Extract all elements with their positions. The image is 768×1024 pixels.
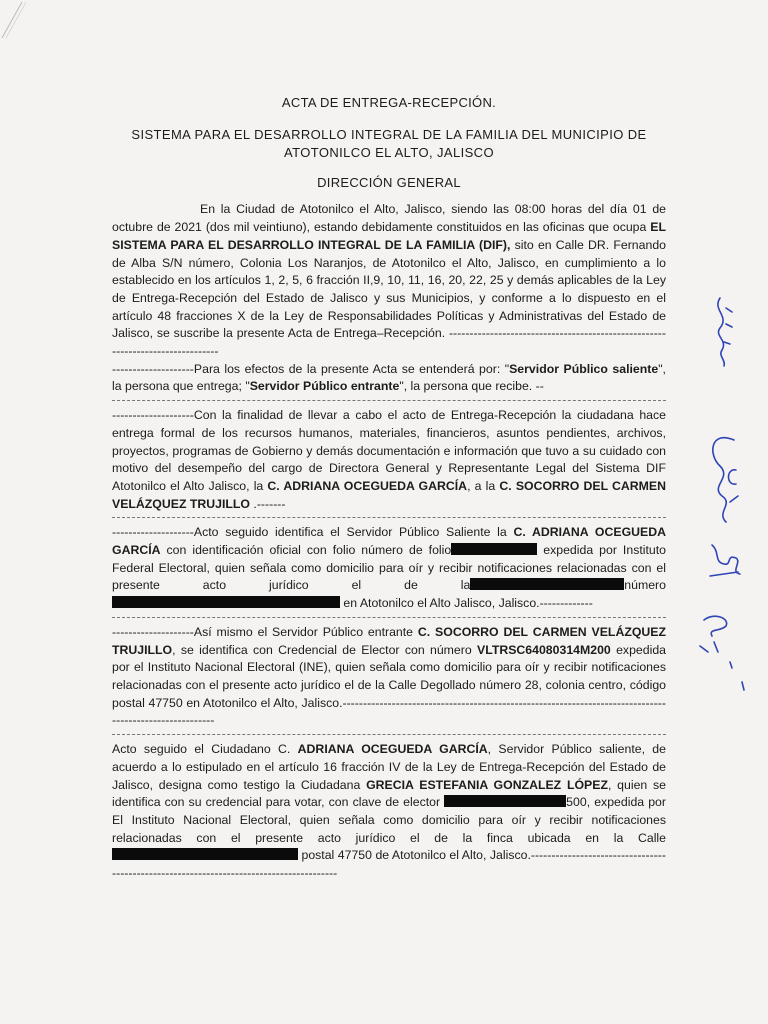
institution-name: SISTEMA PARA EL DESARROLLO INTEGRAL DE LA FAMILIA DEL MUNICIPIO DE ATOTONILCO EL ALTO, JALISCO: [131, 126, 647, 160]
paragraph-witness: Acto seguido el Ciudadano C. ADRIANA OCEGUEDA GARCÍA, Servidor Público saliente, de acuerdo a lo estipulado en el artículo 16 fracción IV de la Ley de Entrega-Recepción del Estado de Jalisco, designa como testigo la Ciudadana GRECIA ESTEFANIA GONZALEZ LÓPEZ, quien se identifica con su credencial para votar, con clave de elector 500, expedida por El Instituto Nacional Electoral, quien señala como domicilio para oír y recibir notificaciones relacionadas con el presente acto jurídico el de la finca ubicada en la Calle postal 47750 de Atotonilco el Alto, Jalisco.----------------------------------------------------------------------------------------: [112, 742, 667, 881]
redacted-block: [112, 848, 298, 860]
dashed-separator: [112, 400, 666, 401]
paragraph-definitions: --------------------Para los efectos de la presente Acta se entenderá por: "Servidor Público saliente", la persona que entrega; "Servidor Público entrante", la persona que recibe. --: [112, 361, 666, 394]
paragraph-handover: --------------------Con la finalidad de llevar a cabo el acto de Entrega-Recepción la ciudadana hace entrega formal de los recursos humanos, materiales, financieros, asuntos pendientes, archivos, proyectos, programas de Gobierno y demás documentación e información que tuvo a su cuidado con motivo del desempeño del cargo de Directora General y Representante Legal del Sistema DIF Atotonilco el Alto Jalisco, la C. ADRIANA OCEGUEDA GARCÍA, a la C. SOCORRO DEL CARMEN VELÁZQUEZ TRUJILLO .-------: [112, 408, 667, 511]
document-body: [112, 94, 666, 883]
document-title: ACTA DE ENTREGA-RECEPCIÓN.: [281, 95, 497, 110]
paragraph-opening: En la Ciudad de Atotonilco el Alto, Jalisco, siendo las 08:00 horas del día 01 de octubre de 2021 (dos mil veintiuno), estando debidamente constituidos en las oficinas que ocupa EL SISTEMA PARA EL DESARROLLO INTEGRAL DE LA FAMILIA (DIF), sito en Calle DR. Fernando de Alba S/N número, Colonia Los Naranjos, de Atotonilco el Alto, Jalisco, en cumplimiento a lo establecido en los artículos 1, 2, 5, 6 fracción II,9, 10, 11, 16, 20, 22, 25 y demás aplicables de la Ley de Entrega-Recepción del Estado de Jalisco y sus Municipios, y conforme a lo dispuesto en el artículo 48 fracciones X de la Ley de Responsabilidades Políticas y Administrativas del Estado de Jalisco, se suscribe la presente Acta de Entrega–Recepción. -------------------------------------------------------------------------------: [112, 202, 666, 359]
redacted-block: [451, 543, 537, 555]
redacted-block: [112, 596, 340, 608]
redacted-block: [444, 795, 566, 807]
dashed-separator: [112, 734, 666, 735]
paragraph-incoming-identification: --------------------Así mismo el Servidor Público entrante C. SOCORRO DEL CARMEN VELÁZQUEZ TRUJILLO, se identifica con Credencial de Elector con número VLTRSC64080314M200 expedida por el Instituto Nacional Electoral (INE), quien señala como domicilio para oír y recibir notificaciones relacionadas con el presente acto jurídico el de la Calle Degollado número 28, colonia centro, código postal 47750 en Atotonilco el Alto, Jalisco.--------------------------------------------------------------------------------------------------------: [112, 624, 666, 728]
dashed-separator: [112, 617, 666, 618]
redacted-block: [470, 578, 624, 590]
department-heading: DIRECCIÓN GENERAL: [317, 174, 461, 190]
handwritten-signature-marks: [690, 290, 754, 710]
page-fold-corner: [0, 0, 40, 40]
paragraph-outgoing-identification: --------------------Acto seguido identifica el Servidor Público Saliente la C. ADRIANA OCEGUEDA GARCÍA con identificación oficial con folio número de folio expedida por Instituto Federal Electoral, quien señala como domicilio para oír y recibir notificaciones relacionadas con el presente acto jurídico el de la número en Atotonilco el Alto Jalisco, Jalisco.-------------: [112, 525, 666, 611]
dashed-separator: [112, 517, 666, 518]
